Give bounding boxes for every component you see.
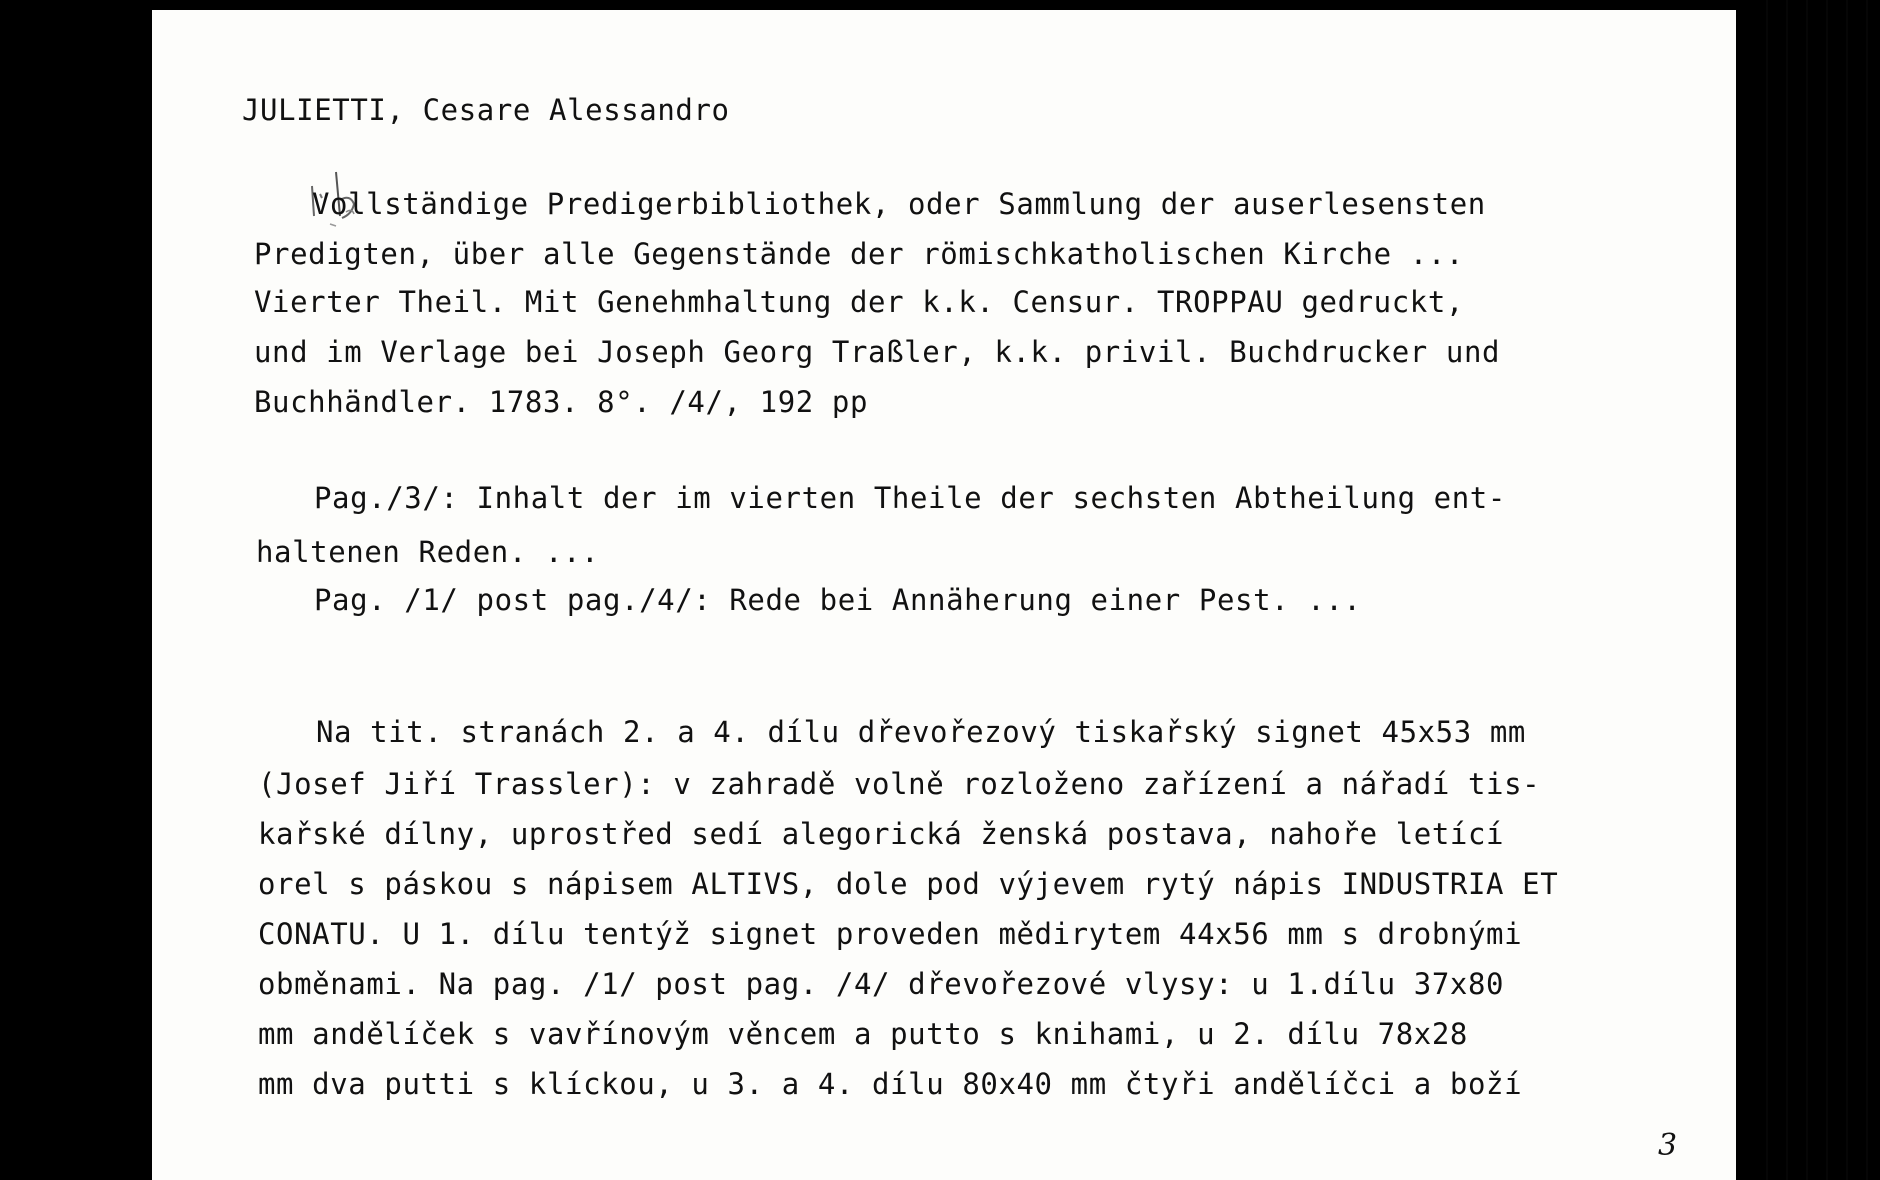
contents-line: Pag. /1/ post pag./4/: Rede bei Annäherung einer Pest. ... <box>314 583 1362 617</box>
contents-line: Pag./3/: Inhalt der im vierten Theile der sechsten Abtheilung ent- <box>314 481 1506 515</box>
record-line: Buchhändler. 1783. 8°. /4/, 192 pp <box>254 385 869 419</box>
description-line: CONATU. U 1. dílu tentýž signet proveden mědirytem 44x56 mm s drobnými <box>258 917 1523 951</box>
contents-line: haltenen Reden. ... <box>256 535 600 569</box>
description-line: (Josef Jiří Trassler): v zahradě volně rozloženo zařízení a nářadí tis- <box>258 767 1541 801</box>
record-line: und im Verlage bei Joseph Georg Traßler, k.k. privil. Buchdrucker und <box>254 335 1501 369</box>
description-line: kařské dílny, uprostřed sedí alegorická ženská postava, nahoře letící <box>258 817 1505 851</box>
description-line: mm dva putti s klíckou, u 3. a 4. dílu 80x40 mm čtyři andělíčci a boží <box>258 1067 1523 1101</box>
description-line: obměnami. Na pag. /1/ post pag. /4/ dřevořezové vlysy: u 1.dílu 37x80 <box>258 967 1505 1001</box>
card-heading: JULIETTI, Cesare Alessandro <box>242 93 730 127</box>
record-line: Predigten, über alle Gegenstände der römischkatholischen Kirche ... <box>254 237 1464 271</box>
scan-edge-strip <box>1748 0 1880 1180</box>
record-line: Vollständige Predigerbibliothek, oder Sammlung der auserlesensten <box>312 187 1486 221</box>
description-line: orel s páskou s nápisem ALTIVS, dole pod výjevem rytý nápis INDUSTRIA ET <box>258 867 1559 901</box>
record-line: Vierter Theil. Mit Genehmhaltung der k.k. Censur. TROPPAU gedruckt, <box>254 285 1464 319</box>
description-line: Na tit. stranách 2. a 4. dílu dřevořezový tiskařský signet 45x53 mm <box>316 715 1526 749</box>
page-number: 3 <box>1658 1128 1678 1163</box>
description-line: mm andělíček s vavřínovým věncem a putto s knihami, u 2. dílu 78x28 <box>258 1017 1468 1051</box>
